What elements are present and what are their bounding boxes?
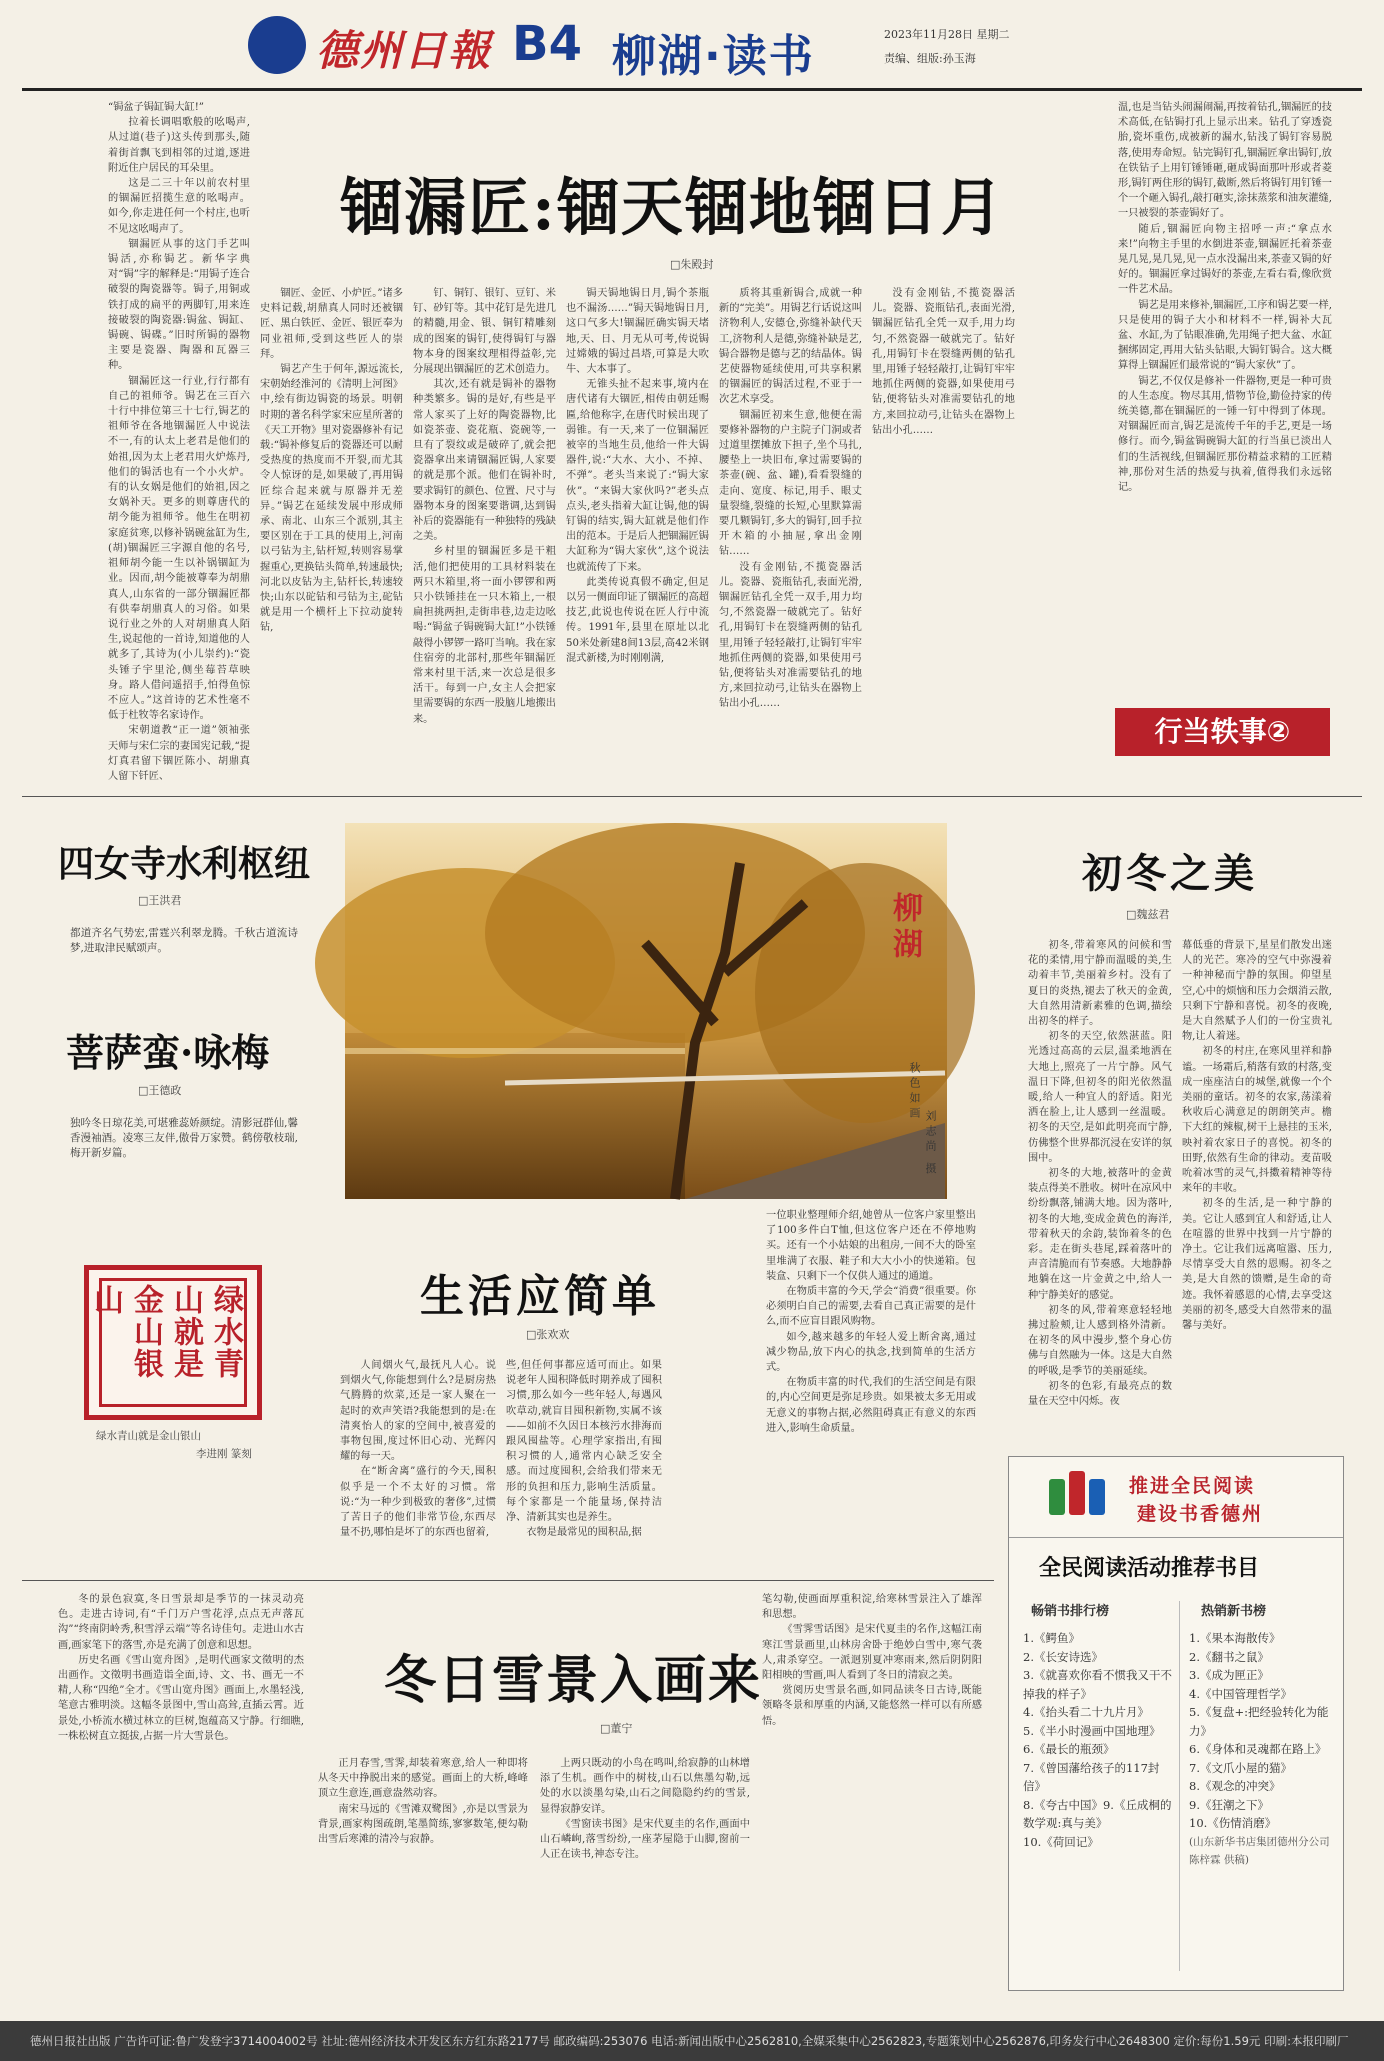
photo-title: 柳湖: [887, 892, 922, 964]
poem-title: 菩萨蛮·咏梅: [66, 1030, 270, 1075]
list-item: 4.《中国管理哲学》: [1189, 1686, 1292, 1701]
paper-name: 德州日報: [316, 26, 493, 75]
list-item: 7.《文爪小屋的猫》: [1189, 1760, 1292, 1775]
simple-life-col-2: 些,但任何事都应适可而止。如果说老年人囤积降低时期养成了囤积习惯,那么如今一些年轻人,每遇风吹草动,就盲目囤积新物,实属不该——如前不久因日本核污水排海而跟风囤盐等。心理学家指出,有囤积习惯的人,通常内心缺乏安全感。而过度囤积,会给我们带来无形的负担和压力,影响生活质量。每个家都是一个能量场,保持洁净、清新其实也是养生。 衣物是最常见的囤积品,据: [506, 1360, 662, 1539]
water-title: 四女寺水利枢纽: [58, 843, 311, 885]
winter-beauty-byline: □魏兹君: [1126, 908, 1170, 921]
seal-caption: 绿水青山就是金山银山: [96, 1430, 201, 1442]
simple-life-title: 生活应简单: [420, 1271, 660, 1322]
list-item: 8.《观念的冲突》: [1189, 1779, 1281, 1793]
list-item: 1.《果本海散传》: [1189, 1631, 1281, 1645]
simple-life-byline: □张欢欢: [526, 1328, 570, 1341]
issue-date: 2023年11月28日 星期二: [884, 28, 1010, 41]
lead-col-2: 锢匠、金匠、小炉匠。”诸多史料记载,胡鼎真人同时还被锢匠、黑白铁匠、金匠、银匠奉为同业祖师,受到这些匠人的崇拜。 锔艺产生于何年,源远流长,宋朝始经淮河的《清明上河图》中,绘有街边锔瓷的场景。明朝时期的著名科学家宋应星所著的《天工开物》里对瓷器修补有记载:“锔补修复后的瓷器还可以耐受热度的热度而不开裂,而尤其令人惊讶的是,如果破了,再用锔匠综合起来就与原器并无差异。”锔艺在延续发展中形成师承、南北、山东三个派别,其主要区别在于工具的使用上,河南以弓钻为主,钻杆短,转则容易掌握重心,更换钻头简单,转速最快;河北以皮钻为主,钻杆长,转速较快;山东以砣钻和弓钻为主,砣钻就是用一个横杆上下拉动旋转钻,: [260, 288, 403, 634]
lead-title: 锢漏匠:锢天锢地锢日月: [340, 171, 1005, 244]
lead-byline: □朱殿封: [670, 258, 714, 271]
willow-lake-photo: [345, 823, 947, 1199]
list-item: 1.《鳄鱼》: [1023, 1631, 1080, 1645]
list-item: 7.《曾国藩给孩子的117封信》: [1023, 1760, 1160, 1793]
section-rule-2: [22, 1580, 994, 1581]
list-item: 2.《长安诗选》: [1023, 1649, 1103, 1664]
winter-beauty-col-2: 幕低垂的背景下,星星们散发出迷人的光芒。寒冷的空气中弥漫着一种神秘而宁静的氛围。仰望星空,心中的烦恼和压力会烟消云散,只剩下宁静和喜悦。初冬的夜晚,是大自然赋予人们的一份宝贵礼物,让人着迷。 初冬的村庄,在寒风里祥和静谧。一场霜后,稍落有致的村落,变成一座座洁白的城堡,就像一个个美丽的童话。初冬的农家,荡漾着秋收后心满意足的朗朗笑声。檐下大红的辣椒,树干上悬挂的玉米,映衬着农家日子的喜悦。初冬的田野,依然有生命的律动。麦苗吸吮着冰雪的灵气,抖擞着精神等待来年的丰收。 初冬的生活,是一种宁静的美。它让人感到宜人和舒适,让人在喧嚣的世界中找到一片宁静的净土。它让我们远离喧嚣、压力,尽情享受大自然的恩赐。初冬之美,是大自然的馈赠,是生命的奇迹。我怀着感恩的心情,去享受这美丽的初冬,感受大自然带来的温馨与美好。: [1182, 940, 1332, 1332]
winter-beauty-title: 初冬之美: [1082, 850, 1258, 897]
lead-col-7: 温,也是当钻头闹漏闹漏,再按着钻孔,锢漏匠的技术高低,在钻锔打孔上显示出来。钻孔了穿透瓷胎,瓷坏重伤,成被新的漏水,钻浅了锔钉容易脱落,使用寿命短。钻完锔钉孔,锢漏匠拿出锔钉,放在铁钻子上用钉锤锤砸,砸成锔面那叶形或者菱形,锔钉两住形的锔钉,截断,然后将锔钉用钉锤一个一个砸入锔孔,敲打砸实,涂抹蒸浆和油灰灌缝,一只被裂的茶壶锔好了。 随后,锢漏匠向物主招呼一声:“拿点水来!”向物主手里的水倒进茶壶,锢漏匠托着茶壶晃几晃,晃几晃,见一点水没漏出来,茶壶又锔的好好的。锢漏匠拿过锔好的茶壶,左看右看,像欣赏一件艺术品。 锔艺是用来修补,锢漏匠,工序和锔艺要一样,只是使用的锔子大小和材料不一样,锔补大瓦盆、水缸,为了钻眼准确,先用绳子把大盆、水缸捆绑固定,再用大钻头钻眼,大锔钉锔合。这大概算得上锢漏匠们最常说的“锔大家伙”了。 锔艺,不仅仅是修补一件器物,更是一种可贵的人生态度。物尽其用,惜物节俭,勤俭持家的传统美德,都在锢漏匠的一锤一钉中得到了体现。对锢漏匠而言,锔艺是流传千年的手艺,更是一场修行。而今,锔盆锔碗锔大缸的行当虽已淡出人们的生活视线,但锢漏匠那份精益求精的工匠精神,那份对生活的热爱与执着,值得我们永远铭记。: [1118, 102, 1332, 494]
footer-imprint: 德州日报社出版 广告许可证:鲁广发登字3714004002号 社址:德州经济技术开发区东方红东路2177号 邮政编码:253076 电话:新闻出版中心2562810,全媒采集中心2562823,专题策划中心2562876,印务发行中心2648300 定价:每份1.59元 印刷:本报印刷厂: [0, 2021, 1384, 2061]
page-number: B4: [512, 16, 582, 72]
new-books-heading: 热销新书榜: [1201, 1604, 1267, 1619]
winter-snow-col-2: 正月春雪,雪霁,却装着寒意,给人一种即将从冬天中挣脱出来的感觉。画面上的大桥,峰峰顶立生意连,画意盎然动容。 南宋马远的《雪滩双鹭图》,亦是以雪景为背景,画家构图疏朗,笔墨简练,寥寥数笔,便勾勒出雪后寒滩的清冷与寂静。: [318, 1758, 528, 1846]
list-item: 3.《成为匣正》: [1189, 1668, 1269, 1682]
list-item: 10.《伤情消磨》: [1189, 1816, 1277, 1830]
water-byline: □王洪君: [138, 894, 182, 907]
winter-beauty-col-1: 初冬,带着寒风的问候和雪花的柔情,用宁静而温暖的美,生动着丰节,美丽着乡村。没有了夏日的炎热,褪去了秋天的金黄,大自然用清新素雅的色调,描绘出初冬的样子。 初冬的天空,依然湛蓝。阳光透过高高的云层,温柔地洒在大地上,照亮了一片宁静。风气温日下降,但初冬的阳光依然温暖,给人一种宜人的舒适。阳光洒在脸上,让人感到一丝温暖。初冬的天空,是如此明亮而宁静,仿佛整个世界都沉浸在安详的氛围中。 初冬的大地,被落叶的金黄装点得美不胜收。树叶在凉风中纷纷飘落,铺满大地。因为落叶,初冬的大地,变成金黄色的海洋,带着秋天的余韵,装饰着冬的色彩。走在街头巷尾,踩着落叶的声音清脆而有节奏感。大地静静地躺在这一片金黄之中,给人一种宁静美好的感觉。 初冬的风,带着寒意轻轻地拂过脸颊,让人感到格外清新。在初冬的风中漫步,整个身心仿佛与自然融为一体。这是大自然的呼吸,是季节的美丽延续。 初冬的色彩,有最亮点的数量在天空中闪烁。夜: [1028, 940, 1172, 1408]
simple-life-col-1: 人间烟火气,最抚凡人心。说到烟火气,你能想到什么?是厨房热气腾腾的炊菜,还是一家人聚在一起时的欢声笑语?我能想到的是:在清爽怡人的家的空间中,被喜爱的事物包围,度过怀旧心动、光辉闪耀的每一天。 在“断舍离”盛行的今天,囤积似乎是一个不太好的习惯。常说:“为一种少到极致的奢侈”,过惯了苦日子的他们非常节俭,东西尽量不扔,哪怕是坏了的东西也留着,: [340, 1360, 496, 1539]
reading-recommendation-box: [1008, 1456, 1344, 1991]
winter-snow-col-3: 上两只既动的小鸟在鸣叫,给寂静的山林增添了生机。画作中的树枝,山石以焦墨勾勒,远处的水以淡墨勾染,山石之间隐隐约约的雪景,显得寂静安详。 《雪窗读书图》是宋代夏圭的名作,画面中山石嶙峋,落雪纷纷,一座茅屋隐于山脚,窗前一人正在读书,神态专注。: [540, 1758, 750, 1861]
lead-col-4: 锔天锔地锔日月,锔个茶瓶也不漏汤……”锔天锔地锔日月,这口气多大!锢漏匠确实锔天堵地,天、日、月无从可考,传说锔过嫦娥的锔过昌塔,可算是大吹牛、大本事了。 无锥头扯不起来事,境内在唐代诸有大锢匠,相传由朝廷赐匾,给他称字,在唐代时候出现了弱锥。有一天,来了一位锢漏匠被宰的当地生员,他给一件大锔器件,说:“大水、大小、不掉、不弹”。老头当来说了:“锔大家伙”。“来锔大家伙吗?”老头点点头,老头指着大缸让锔,他的锔钉锔的结实,锔大缸就是他们作出的范本。于是后人把锢漏匠锔大缸称为“锔大家伙”,这个说法也就流传了下来。 此类传说真假不确定,但足以另一侧面印证了锢漏匠的高超技艺,此说也传说在匠人行中流传。1991年,县里在原址以北50米处新建8间13层,高42米钢混式新楼,为时刚刚满,: [566, 288, 709, 664]
winter-snow-col-1: 冬的景色寂寞,冬日雪景却是季节的一抹灵动亮色。走进古诗词,有“千门万户雪花浮,点点无声落瓦沟”“终南阴岭秀,积雪浮云端”等名诗佳句。走进山水古画,画家笔下的落雪,亦是充满了创意和思想。 历史名画《雪山宽舟图》,是明代画家文徵明的杰出画作。文徵明书画造诣全面,诗、文、书、画无一不精,人称“四绝”全才。《雪山宽舟图》画面上,水墨轻浅,笔意古雅明淡。这幅冬景图中,雪山高耸,直插云霄。近景处,小桥流水横过林立的巨树,饱蕴高又宁静。行细瞧,一株松树直立挺拔,占据一片大雪景色。: [58, 1594, 304, 1742]
paper-logo-icon: [248, 16, 306, 74]
list-item: 5.《复盘+:把经验转化为能力》: [1189, 1705, 1329, 1738]
series-tag: 行当轶事②: [1115, 708, 1330, 756]
photo-note: 秋色如画: [908, 1062, 921, 1122]
photo-author: 刘志尚 摄: [924, 1110, 937, 1178]
reading-banner-line2: 建设书香德州: [1137, 1503, 1264, 1525]
list-item: 3.《就喜欢你看不惯我又干不掉我的样子》: [1023, 1668, 1172, 1701]
reading-logo-icon: [1049, 1471, 1113, 1521]
winter-snow-byline: □董宁: [600, 1722, 633, 1735]
bestseller-heading: 畅销书排行榜: [1031, 1604, 1110, 1619]
winter-snow-col-4: 笔勾勒,使画面厚重积淀,给寒林雪景注入了雄浑和思想。 《雪霁雪话图》是宋代夏圭的名作,这幅江南寒江雪景画里,山林房舍卧于绝妙白雪中,寒气袭人,肃杀穿空。一派迥别夏冲寒雨来,然后阴阴阳阳相映的雪画,叫人看到了冬日的清寂之美。 赏阅历史雪景名画,如同品读冬日古诗,既能领略冬景和厚重的内涵,又能悠然一样可以有所感悟。: [762, 1594, 982, 1727]
list-item: 9.《狂潮之下》: [1189, 1797, 1269, 1812]
list-item: 6.《最长的瓶颈》: [1023, 1742, 1115, 1756]
simple-life-col-3: 一位职业整理师介绍,她曾从一位客户家里整出了100多件白T恤,但这位客户还在不停地购买。还有一个小姑娘的出租房,一间不大的卧室里堆满了衣服、鞋子和大大小小的快递箱。包装盒、只剩下一个仅供人通过的通道。 在物质丰富的今天,学会“消费”很重要。你必须明白自己的需要,去看自己真正需要的是什么,而不应盲目跟风购物。 如今,越来越多的年轻人爱上断舍离,通过减少物品,放下内心的执念,找到简单的生活方式。 在物质丰富的时代,我们的生活空间是有限的,内心空间更是弥足珍贵。如果被太多无用或无意义的事物占据,必然阻碍真正有意义的东西进入,影响生命质量。: [766, 1210, 976, 1434]
seal-text: 绿水青山就是金山银山: [88, 1284, 243, 1380]
lead-col-5: 质将其重新锔合,成就一种新的“完美”。用锔艺行话说这叫济物利人,安德仓,弥缝补缺代天工,济物利人是德,弥缝补缺是艺,锔合器物是德与艺的结晶体。锔艺使器物延续使用,可共享积累的锢漏匠的锔活过程,不亚于一次艺术享受。 锢漏匠初来生意,他便在需要修补器物的户主院子门洞或者过道里摆摊放下担子,坐个马扎,腰垫上一块旧布,拿过需要锔的茶壶(碗、盆、罐),看看裂缝的走向、宽度、标记,用手、眼丈量裂缝,裂缝的长短,心里默算需要几颗锔钉,多大的锔钉,回手拉开木箱的小抽屉,拿出金刚钻…… 没有金刚钻,不揽瓷器活儿。瓷器、瓷瓶钻孔,表面光滑,锢漏匠钻孔全凭一双手,用力均匀,不然瓷器一破就完了。钻好孔,用锔钉卡在裂缝两侧的钻孔里,用锤子轻轻敲打,让锔钉牢牢地抓住两侧的瓷器,如果使用弓钻,便将钻头对准需要钻孔的地方,来回拉动弓,让钻头在器物上钻出小孔……: [719, 288, 862, 710]
seal-artwork: [84, 1265, 262, 1420]
poem-body: 独吟冬日琼花美,可堪雅蕊娇颜绽。清影冠群仙,馨香漫袖酒。凌寒三友伴,傲骨万家赞。鹤傍敬枝瑞,梅开新岁篇。: [70, 1117, 298, 1160]
lead-col-3: 钉、铜钉、银钉、豆钉、米钉、砂钉等。其中花钉是先进几的精髓,用金、银、铜钉精雕刻成的图案的锔钉,使得锔钉与器物本身的图案纹理相得益彰,完分展现出锢漏匠的艺术创造力。 其次,还有就是锔补的器物种类繁多。锔的是好,有些是平常人家买了上好的陶瓷器物,比如瓷茶壶、瓷花瓶、瓷碗等,一旦有了裂纹或是破碎了,就会把瓷器拿出来请锢漏匠锔,人家要的就是那个派。他们在锔补时,要求锔钉的颜色、位置、尺寸与器物本身的图案要谐调,达到锔补后的瓷器能有一种独特的残缺之美。 乡村里的锢漏匠多是干粗活,他们把使用的工具材料装在两只木箱里,将一面小锣锣和两只小铁锤挂在一只木箱上,一根扁担挑两担,走街串巷,边走边吆喝:“锔盆子锔碗锔大缸!”小铁锤敲得小锣锣一路叮当响。我在家住宿旁的北部村,那些年锢漏匠常来村里干活,来一次总是很多活干。每到一户,女主人会把家里需要锔的东西一股脑儿地搬出来。: [413, 288, 556, 725]
list-divider: [1179, 1601, 1180, 1971]
page-title: 柳湖·读书: [612, 31, 815, 82]
list-item: 5.《半小时漫画中国地理》: [1023, 1723, 1161, 1738]
list-item: 2.《翻书之鼠》: [1189, 1649, 1269, 1664]
reading-banner-line1: 推进全民阅读: [1129, 1475, 1256, 1497]
water-body: 都道齐名气势宏,雷霆兴利翠龙腾。千秋古道流诗梦,进取津民赋颂声。: [70, 927, 298, 955]
lead-col-6: 没有金刚钻,不揽瓷器活儿。瓷器、瓷瓶钻孔,表面光滑,锢漏匠钻孔全凭一双手,用力均匀,不然瓷器一破就完了。钻好孔,用锔钉卡在裂缝两侧的钻孔里,用锤子轻轻敲打,让锔钉牢牢地抓住两侧的瓷器,如果使用弓钻,便将钻头对准需要钻孔的地方,来回拉动弓,让钻头在器物上钻出小孔……: [872, 288, 1015, 436]
bestseller-list: [1023, 1629, 1173, 1851]
editor-credit: 责编、组版:孙玉海: [884, 52, 976, 65]
list-item: 8.《夸古中国》9.《丘成桐的数学观:真与美》: [1023, 1797, 1172, 1830]
lead-col-1: “锔盆子锔缸锔大缸!” 拉着长调唱歌般的吆喝声,从过道(巷子)这头传到那头,随着街首飘飞到相邻的过道,逐进附近住户居民的耳朵里。 这是二三十年以前农村里的锢漏匠招揽生意的吆喝声。如今,你走进任何一个村庄,也听不见这吆喝声了。 锢漏匠从事的这门手艺叫锔活,亦称锔艺。新华字典对“锔”字的解释是:“用锔子连合破裂的陶瓷器等。锔子,用铜或铁打成的扁平的两脚钉,用来连接破裂的陶瓷器:锔盆、锔缸、锔碗、锔碟。”旧时所锔的器物主要是瓷器、陶器和瓦器三种。 锢漏匠这一行业,行行都有自己的祖师爷。锔艺在三百六十行中排位第三十七行,锔艺的祖师爷在各地锢漏匠人中说法不一,有的认太上老君是他们的始祖,因为太上老君用火炉炼丹,他们的锔活也有一个小火炉。有的认女娲是他们的始祖,因之女娲补天。更多的则尊唐代的胡今能为祖师爷。他生在明初家庭贫寒,以修补锅碗盆缸为生,(胡)锢漏匠三字源自他的名号,祖师胡今能一生以补锅锢缸为业。因而,胡今能被尊奉为胡鼎真人,山东省的一部分锢漏匠都有供奉胡鼎真人的习俗。如果说行业之外的人对胡鼎真人陌生,说起他的一首诗,知道他的人就多了,其诗为(小儿崇约):“瓷头锤子宇里沦,侧坐莓苔草映身。路人借问遥招手,怕得鱼惊不应人。”这首诗的艺术性毫不低于杜牧等名家诗作。 宋朝道教“正一道”领袖张天师与宋仁宗的妻国宪记载,“提灯真君留下锢匠陈小、胡鼎真人留下钎匠、: [108, 102, 250, 782]
masthead-rule: [22, 88, 1362, 91]
seal-author: 李进刚 篆刻: [196, 1448, 252, 1460]
reading-box-title: 全民阅读活动推荐书目: [1039, 1556, 1260, 1581]
reading-divider: [1009, 1537, 1343, 1538]
list-item: 10.《荷回记》: [1023, 1834, 1099, 1849]
new-books-list: [1189, 1629, 1339, 1870]
winter-snow-title: 冬日雪景入画来: [384, 1650, 763, 1711]
list-item: 4.《抬头看二十九片月》: [1023, 1705, 1149, 1719]
section-rule-1: [22, 796, 1362, 797]
list-item: 6.《身体和灵魂都在路上》: [1189, 1742, 1327, 1756]
reading-credit: (山东新华书店集团德州分公司 陈梓霖 供稿): [1189, 1835, 1330, 1866]
poem-byline: □王德政: [138, 1084, 182, 1097]
